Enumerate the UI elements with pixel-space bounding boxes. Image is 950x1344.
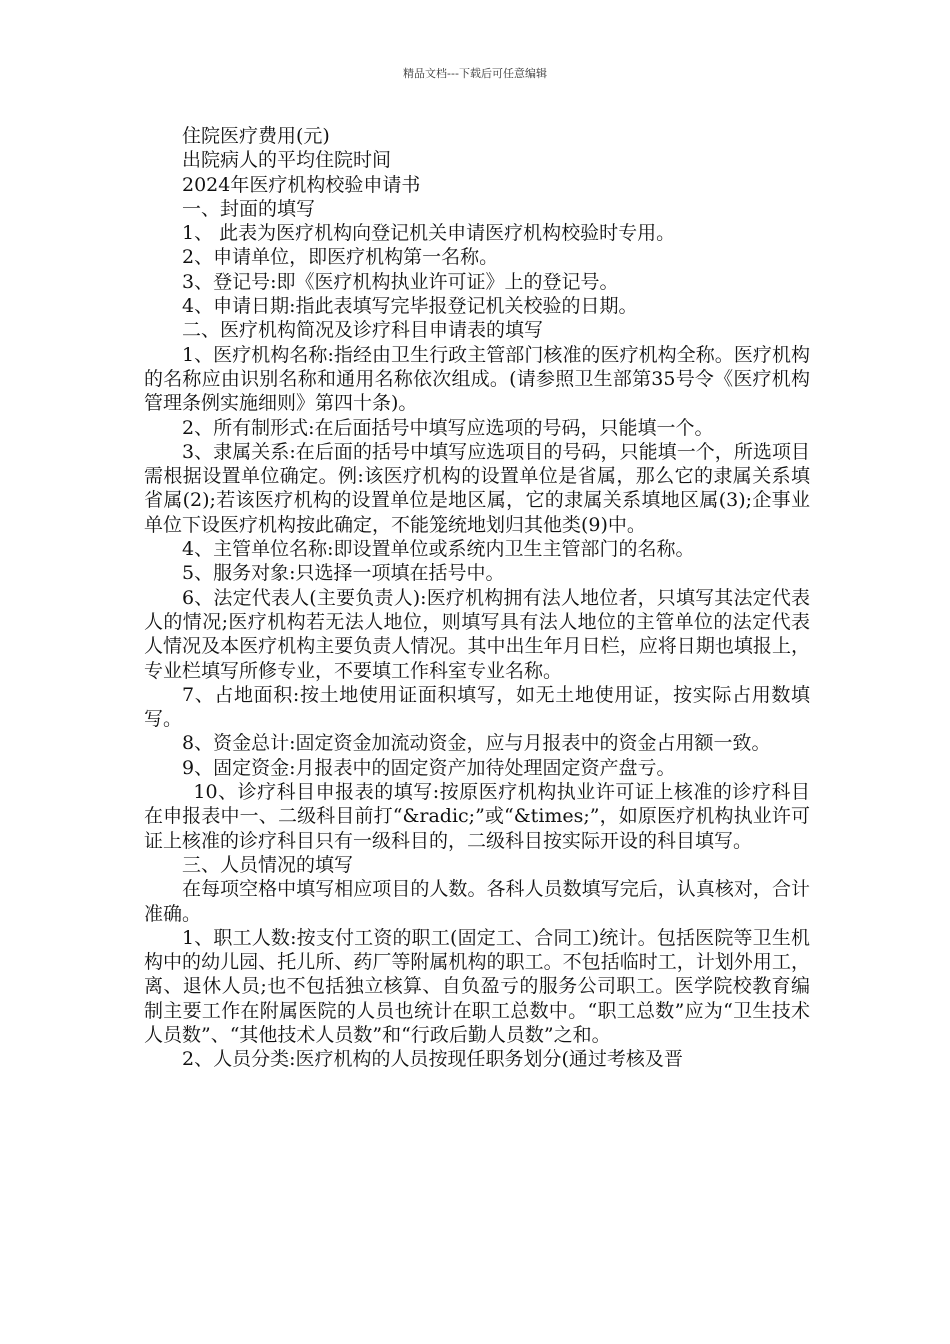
paragraph: 4、主管单位名称:即设置单位或系统内卫生主管部门的名称。 (182, 538, 695, 561)
section-heading-overview: 二、医疗机构简况及诊疗科目申请表的填写 (182, 319, 544, 342)
paragraph: 5、服务对象:只选择一项填在括号中。 (182, 562, 505, 585)
paragraph: 3、登记号:即《医疗机构执业许可证》上的登记号。 (182, 270, 619, 293)
paragraph: 3、隶属关系:在后面的括号中填写应选项目的号码，只能填一个，所选项目需根据设置单位确定。例:该医疗机构的设置单位是省属，那么它的隶属关系填省属(2);若该医疗机构的设置单位是地区属，它的隶属关系填地区属(3);企事业单位下设医疗机构按此确定，不能笼统地划归其他类(9)中。 (144, 440, 810, 536)
page-header: 精品文档---下载后可任意编辑 (403, 67, 547, 80)
document-body (144, 124, 810, 1072)
paragraph: 2、所有制形式:在后面括号中填写应选项的号码，只能填一个。 (182, 416, 714, 439)
heading-average-stay: 出院病人的平均住院时间 (182, 149, 392, 172)
paragraph: 1、职工人数:按支付工资的职工(固定工、合同工)统计。包括医院等卫生机构中的幼儿园、托儿所、药厂等附属机构的职工。不包括临时工，计划外用工，离、退休人员;也不包括独立核算、自负盈亏的服务公司职工。医学院校教育编制主要工作在附属医院的人员也统计在职工总数中。“职工总数”应为“卫生技术人员数”、“其他技术人员数”和“行政后勤人员数”之和。 (144, 926, 810, 1046)
paragraph: 1、 此表为医疗机构向登记机关申请医疗机构校验时专用。 (182, 222, 676, 245)
paragraph: 8、资金总计:固定资金加流动资金，应与月报表中的资金占用额一致。 (182, 732, 771, 755)
heading-hospital-cost: 住院医疗费用(元) (182, 125, 330, 147)
paragraph: 2、人员分类:医疗机构的人员按现任职务划分(通过考核及晋 (182, 1048, 683, 1071)
section-heading-personnel: 三、人员情况的填写 (182, 853, 354, 876)
paragraph: 7、占地面积:按土地使用证面积填写，如无土地使用证，按实际占用数填写。 (144, 683, 810, 731)
section-heading-cover: 一、封面的填写 (182, 197, 316, 220)
paragraph: 2、申请单位，即医疗机构第一名称。 (182, 246, 499, 269)
paragraph: 在每项空格中填写相应项目的人数。各科人员数填写完后，认真核对，合计准确。 (144, 878, 810, 925)
paragraph: 6、法定代表人(主要负责人):医疗机构拥有法人地位者，只填写其法定代表人的情况;医疗机构若无法人地位，则填写具有法人地位的主管单位的法定代表人情况及本医疗机构主要负责人情况。其中出生年月日栏，应将日期也填报上，专业栏填写所修专业，不要填工作科室专业名称。 (144, 586, 810, 682)
paragraph: 10、诊疗科目申报表的填写:按原医疗机构执业许可证上核准的诊疗科目在申报表中一、二级科目前打“&radic;”或“&times;”，如原医疗机构执业许可证上核准的诊疗科目只有一级科目的，二级科目按实际开设的科目填写。 (144, 781, 810, 852)
document-title: 2024年医疗机构校验申请书 (182, 173, 421, 196)
paragraph: 9、固定资金:月报表中的固定资产加待处理固定资产盘亏。 (182, 756, 676, 779)
paragraph: 1、医疗机构名称:指经由卫生行政主管部门核准的医疗机构全称。医疗机构的名称应由识别名称和通用名称依次组成。(请参照卫生部第35号令《医疗机构管理条例实施细则》第四十条)。 (144, 343, 810, 415)
paragraph: 4、申请日期:指此表填写完毕报登记机关校验的日期。 (182, 295, 638, 318)
